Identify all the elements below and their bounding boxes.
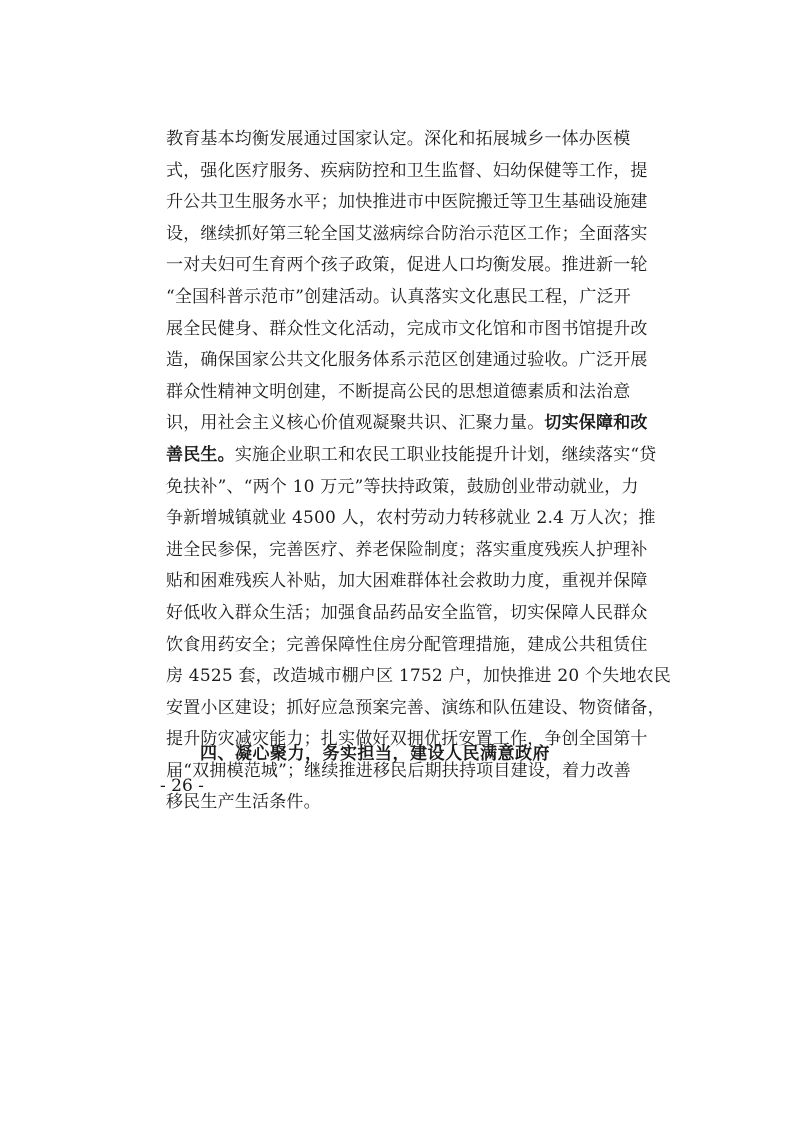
text-line: 教育基本均衡发展通过国家认定。深化和拓展城乡一体办医模 xyxy=(166,129,631,149)
text-line: 安置小区建设；抓好应急预案完善、演练和队伍建设、物资储备， xyxy=(166,697,665,718)
text-line: 展全民健身、群众性文化活动，完成市文化馆和市图书馆提升改 xyxy=(166,318,648,339)
section-heading: 四、凝心聚力，务实担当，建设人民满意政府 xyxy=(200,744,550,764)
text-line: 进全民参保，完善医疗、养老保险制度；落实重度残疾人护理补 xyxy=(166,539,648,560)
text-line: 升公共卫生服务水平；加快推进市中医院搬迁等卫生基础设施建 xyxy=(166,192,648,213)
text-line: 设，继续抓好第三轮全国艾滋病综合防治示范区工作；全面落实 xyxy=(166,223,648,244)
text-line xyxy=(166,440,657,472)
text-line: 式，强化医疗服务、疾病防控和卫生监督、妇幼保健等工作，提 xyxy=(166,160,648,181)
text-line: 群众性精神文明创建，不断提高公民的思想道德素质和法治意 xyxy=(166,381,631,402)
text-segment: 实施企业职工和农民工职业技能提升计划，继续落实“贷 xyxy=(234,444,657,465)
text-line: 提升防灾减灾能力；扎实做好双拥优抚安置工作，争创全国第十 xyxy=(166,729,648,750)
text-segment: 识，用社会主义核心价值观凝聚共识、汇聚力量。 xyxy=(166,413,545,434)
text-line: 房 4525 套，改造城市棚户区 1752 户，加快推进 20 个失地农民 xyxy=(166,666,671,687)
bold-section-lead: 善民生。 xyxy=(166,444,235,465)
text-line: 造，确保国家公共文化服务体系示范区创建通过验收。广泛开展 xyxy=(166,350,648,371)
text-line xyxy=(166,408,648,440)
body-paragraph xyxy=(166,124,671,819)
text-line: 一对夫妇可生育两个孩子政策，促进人口均衡发展。推进新一轮 xyxy=(166,255,648,276)
text-line: 移民生产生活条件。 xyxy=(166,792,321,813)
text-line: 好低收入群众生活；加强食品药品安全监管，切实保障人民群众 xyxy=(166,602,648,623)
text-line: 争新增城镇就业 4500 人，农村劳动力转移就业 2.4 万人次；推 xyxy=(166,508,656,529)
text-line: 届“双拥模范城”；继续推进移民后期扶持项目建设，着力改善 xyxy=(166,760,631,781)
text-line: 免扶补”、“两个 10 万元”等扶持政策，鼓励创业带动就业，力 xyxy=(166,476,639,497)
bold-section-lead: 切实保障和改 xyxy=(544,413,648,434)
page-number: - 26 - xyxy=(160,776,204,796)
text-line: 贴和困难残疾人补贴，加大困难群体社会救助力度，重视并保障 xyxy=(166,571,648,592)
text-line: 饮食用药安全；完善保障性住房分配管理措施，建成公共租赁住 xyxy=(166,634,648,655)
text-line: “全国科普示范市”创建活动。认真落实文化惠民工程，广泛开 xyxy=(166,286,631,307)
